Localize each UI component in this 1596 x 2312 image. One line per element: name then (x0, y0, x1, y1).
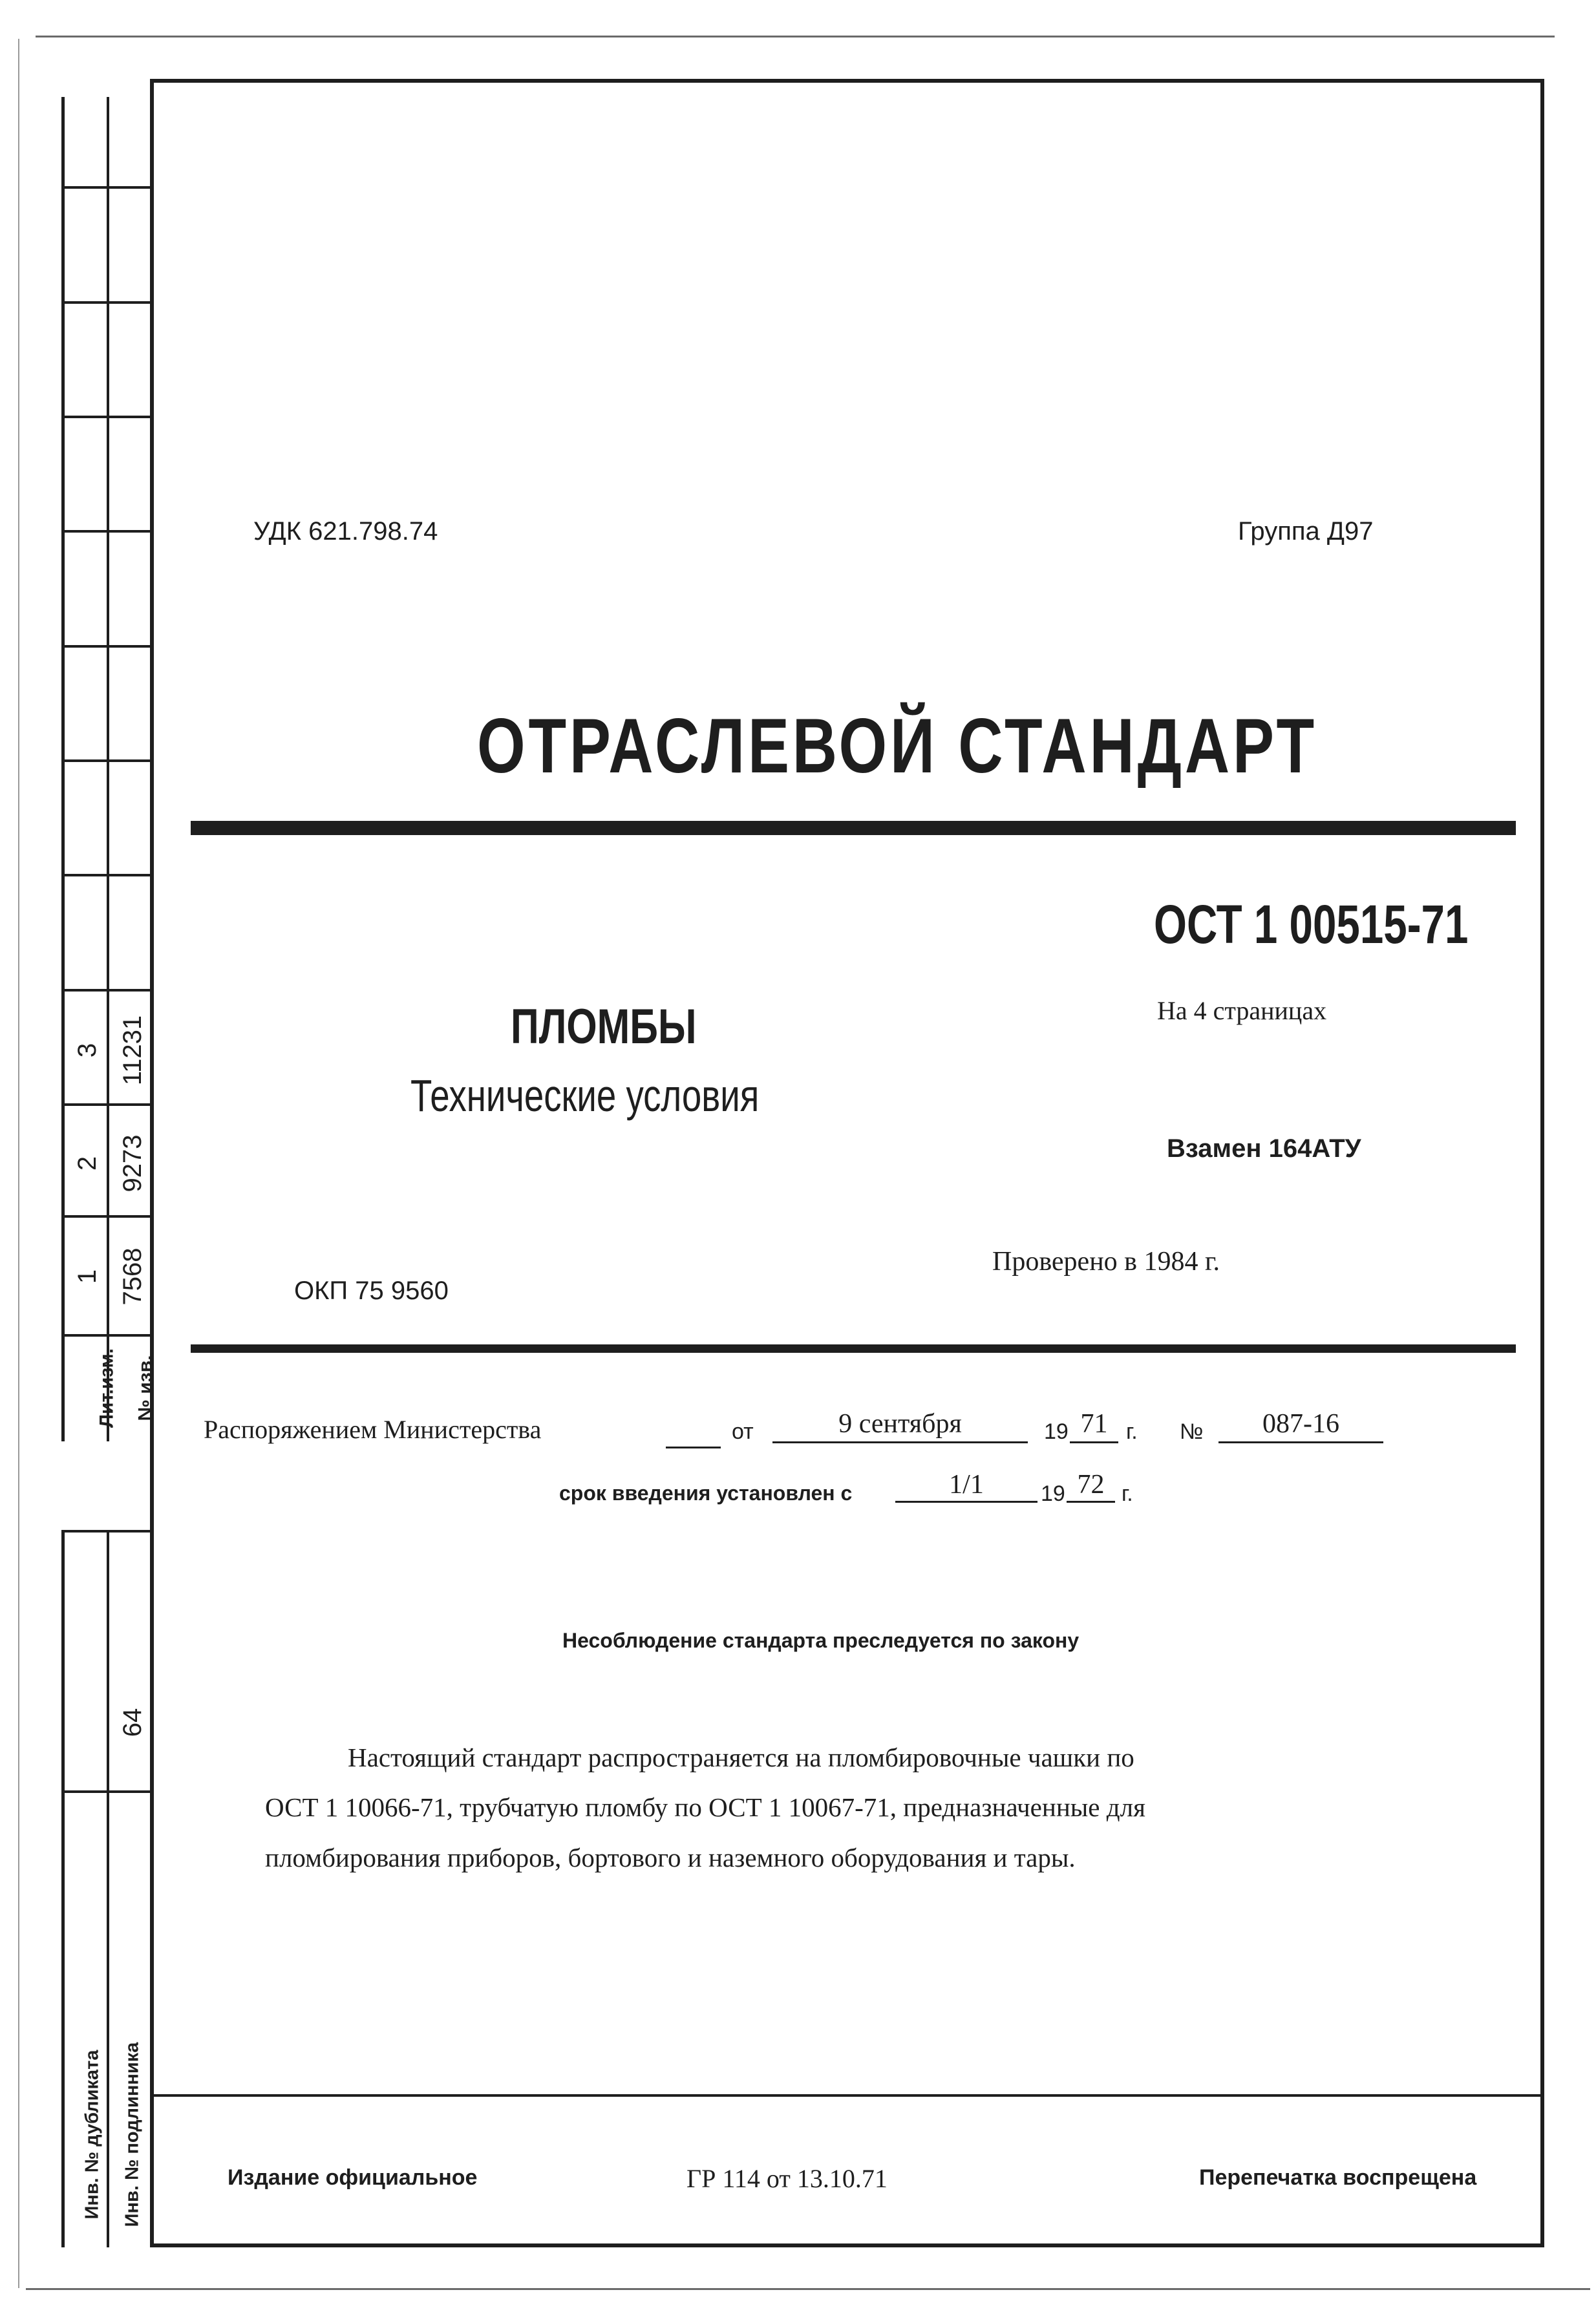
margin-tick (61, 759, 154, 762)
margin-tick (61, 416, 154, 418)
change-number-1: 1 (73, 1269, 101, 1284)
change-number-2: 2 (73, 1156, 101, 1171)
footer-official-edition: Издание официальное (228, 2165, 478, 2190)
margin-tick (61, 874, 154, 876)
product-title: ПЛОМБЫ (511, 999, 697, 1054)
title-rule (191, 821, 1516, 835)
margin-strip-lower-tick (61, 1790, 154, 1793)
margin-tick (61, 1215, 154, 1218)
notice-number-2: 9273 (118, 1134, 147, 1193)
order-date: 9 сентября (772, 1406, 1028, 1443)
order-number: 087-16 (1218, 1406, 1383, 1443)
margin-tick (61, 301, 154, 304)
pages-count: На 4 страницах (1157, 996, 1327, 1025)
legal-notice: Несоблюдение стандарта преследуется по закону (562, 1629, 1080, 1652)
inv-original-value: 64 (118, 1708, 147, 1737)
margin-tick (61, 1103, 154, 1106)
document-type-title: ОТРАСЛЕВОЙ СТАНДАРТ (477, 703, 1317, 789)
order-year: 71 (1070, 1406, 1118, 1443)
margin-strip-divider (107, 97, 109, 1441)
replaces-note: Взамен 164АТУ (1167, 1134, 1361, 1163)
margin-strip-lower-divider (107, 1530, 109, 2247)
intro-label: срок введения установлен с (559, 1481, 853, 1505)
col-header-lit: Лит.изм. (96, 1348, 118, 1428)
group-code: Группа Д97 (1238, 517, 1374, 546)
scan-edge-bottom (26, 2288, 1590, 2290)
order-from-label: от (732, 1419, 754, 1444)
inv-original-label: Инв. № подлинника (122, 2042, 143, 2227)
product-subtitle: Технические условия (410, 1070, 760, 1121)
order-year-suffix: г. (1126, 1419, 1138, 1444)
order-prefix: Распоряжением Министерства (204, 1415, 542, 1444)
margin-tick (61, 989, 154, 992)
intro-year-prefix: 19 (1041, 1481, 1065, 1506)
inv-duplicate-label: Инв. № дубликата (81, 2050, 103, 2220)
footer-separator (154, 2094, 1541, 2097)
notice-number-1: 7568 (118, 1247, 147, 1306)
standard-number: ОСТ 1 00515-71 (1154, 894, 1469, 955)
footer-reprint-prohibited: Перепечатка воспрещена (1199, 2165, 1477, 2190)
change-number-3: 3 (73, 1043, 101, 1058)
margin-tick (61, 530, 154, 533)
margin-strip-lower-top (61, 1530, 154, 1532)
notice-number-3: 11231 (118, 1015, 147, 1086)
margin-tick (61, 186, 154, 189)
intro-date: 1/1 (895, 1469, 1037, 1503)
footer-registration: ГР 114 от 13.10.71 (686, 2164, 888, 2193)
order-rule (191, 1344, 1516, 1353)
order-year-prefix: 19 (1044, 1419, 1069, 1444)
intro-year: 72 (1067, 1469, 1115, 1503)
body-line-2: ОСТ 1 10066-71, трубчатую пломбу по ОСТ 1 10067-71, предназначенные для (265, 1792, 1145, 1822)
scan-edge-left (18, 39, 19, 2288)
order-ministry-blank (666, 1417, 721, 1448)
checked-note: Проверено в 1984 г. (992, 1247, 1220, 1277)
scan-edge-top (36, 36, 1555, 37)
order-number-label: № (1180, 1419, 1204, 1444)
body-line-3: пломбирования приборов, бортового и наземного оборудования и тары. (265, 1843, 1076, 1872)
intro-year-suffix: г. (1122, 1481, 1133, 1506)
margin-tick (61, 645, 154, 648)
okp-code: ОКП 75 9560 (294, 1277, 449, 1305)
col-header-izv: № изв. (134, 1355, 156, 1421)
udk-code: УДК 621.798.74 (253, 517, 438, 546)
body-line-1: Настоящий стандарт распространяется на пломбировочные чашки по (348, 1743, 1134, 1772)
